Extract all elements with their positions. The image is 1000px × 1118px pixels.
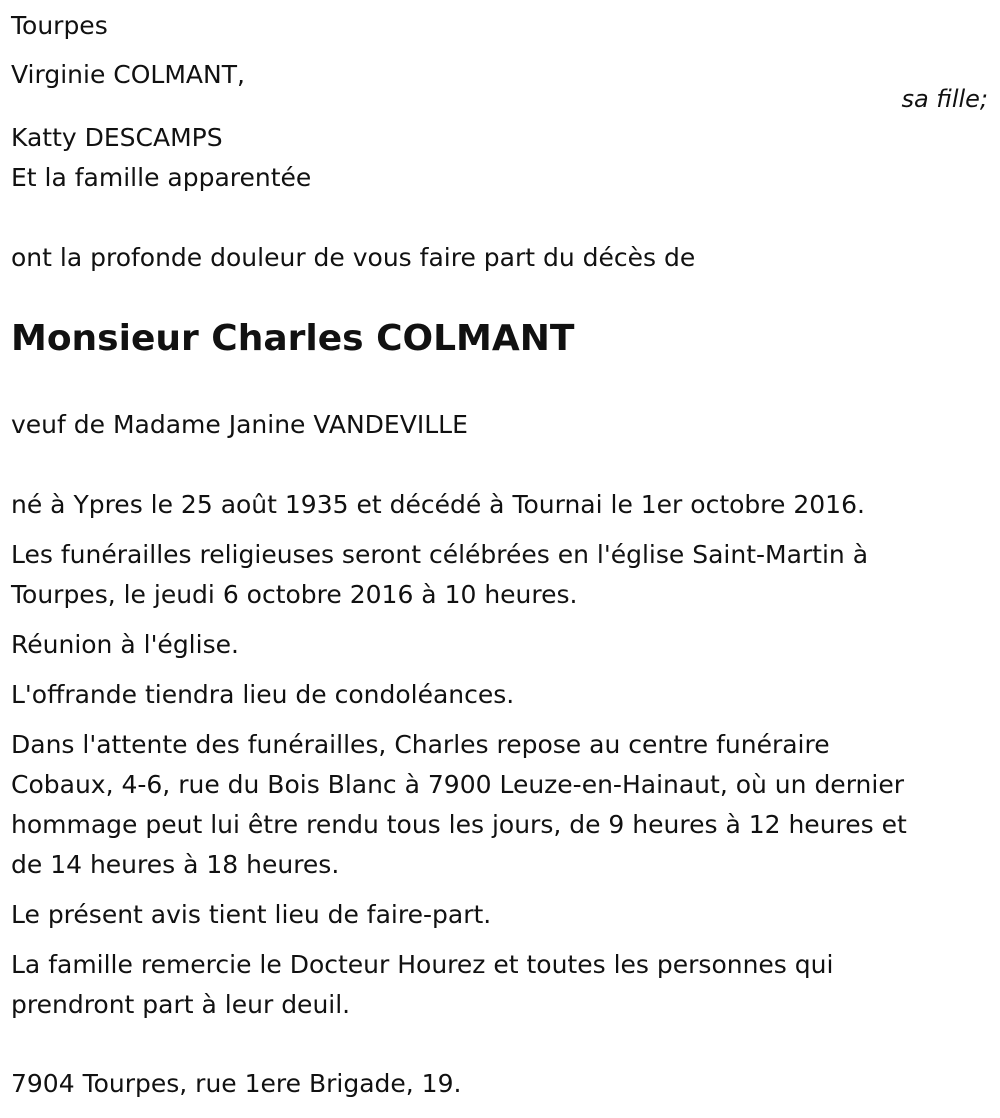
family-member-relatives: Et la famille apparentée [11,163,312,192]
offering-info: L'offrande tiendra lieu de condoléances. [11,680,515,709]
funeral-info-line-1: Les funérailles religieuses seront célébrées en l'église Saint-Martin à [11,540,869,569]
visitation-line-2: Cobaux, 4-6, rue du Bois Blanc à 7900 Leuze-en-Hainaut, où un dernier [11,770,904,799]
family-address: 7904 Tourpes, rue 1ere Brigade, 19. [11,1069,462,1098]
birth-death-dates: né à Ypres le 25 août 1935 et décédé à Tournai le 1er octobre 2016. [11,490,865,519]
thanks-line-2: prendront part à leur deuil. [11,990,351,1019]
family-member-katty: Katty DESCAMPS [11,123,223,152]
deceased-name: Monsieur Charles COLMANT [11,318,575,359]
funeral-info-line-2: Tourpes, le jeudi 6 octobre 2016 à 10 heures. [11,580,578,609]
visitation-line-3: hommage peut lui être rendu tous les jours, de 9 heures à 12 heures et [11,810,907,839]
place-heading: Tourpes [11,11,108,40]
family-member-daughter: Virginie COLMANT, [11,60,245,89]
thanks-line-1: La famille remercie le Docteur Hourez et toutes les personnes qui [11,950,834,979]
announcement-text: ont la profonde douleur de vous faire part du décès de [11,243,696,272]
meeting-info: Réunion à l'église. [11,630,239,659]
visitation-line-4: de 14 heures à 18 heures. [11,850,340,879]
notice-statement: Le présent avis tient lieu de faire-part. [11,900,492,929]
visitation-line-1: Dans l'attente des funérailles, Charles repose au centre funéraire [11,730,830,759]
deceased-spouse: veuf de Madame Janine VANDEVILLE [11,410,468,439]
family-relation-daughter: sa fille; [901,85,988,113]
